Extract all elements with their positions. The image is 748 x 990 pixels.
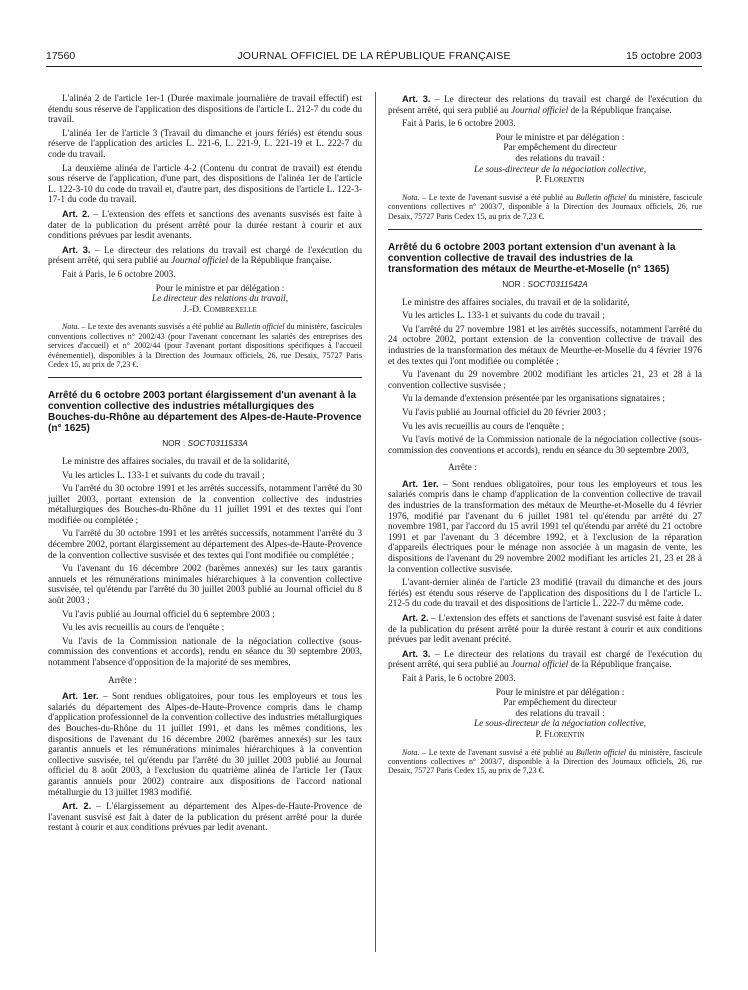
signatory-name: J.-D. Combrexelle bbox=[183, 304, 257, 315]
journal-ref: Journal officiel bbox=[511, 105, 569, 116]
nor-code: SOCT0311533A bbox=[187, 438, 248, 449]
paragraph: L'alinéa 2 de l'article 1er-1 (Durée maximale journalière de travail effectif) est étendu sous réserve de l'application des dispositions de l'article L. 212-7 du code du travail. bbox=[48, 94, 362, 126]
visa: Vu l'avis motivé de la Commission nationale de la négociation collective (sous-commission des conventions et accords), rendu en séance du 30 septembre 2003, bbox=[388, 435, 702, 456]
visa: Vu l'avenant du 29 novembre 2002 modifiant les articles 21, 23 et 28 à la convention collective susvisée ; bbox=[388, 370, 702, 391]
visa: Vu les articles L. 133-1 et suivants du code du travail ; bbox=[62, 470, 265, 481]
fait-a-paris: Fait à Paris, le 6 octobre 2003. bbox=[402, 119, 516, 130]
journal-ref: Journal officiel bbox=[511, 660, 569, 671]
nota-note bbox=[48, 322, 362, 369]
fait-a-paris: Fait à Paris, le 6 octobre 2003. bbox=[402, 673, 516, 684]
nota-label: Nota. bbox=[402, 192, 420, 202]
nor-code: SOCT0311542A bbox=[527, 278, 588, 289]
nor-reference bbox=[388, 279, 702, 290]
paragraph: L'alinéa 1er de l'article 3 (Travail du dimanche et jours fériés) est étendu sous réserve de l'application des articles L. 221-6, L. 221-9, L. 221-19 et L. 222-7 du code du travail. bbox=[48, 128, 362, 160]
journal-ref: Journal officiel bbox=[171, 256, 229, 267]
article-label: Art. 3. bbox=[402, 648, 431, 659]
article-text: de la République française. bbox=[568, 660, 672, 671]
article-text: de la République française. bbox=[228, 256, 332, 267]
visa: Vu l'avis de la Commission nationale de la négociation collective (sous-commission des conventions et accords), rendu en séance du 30 septembre 2003, notamment l'absence d'opposition de la majorité de ses membres, bbox=[48, 636, 362, 668]
bulletin-ref: Bulletin officiel bbox=[235, 322, 285, 332]
arrete-heading: Arrête : bbox=[448, 463, 477, 474]
visa: Vu l'avis publié au Journal officiel du 20 février 2003 ; bbox=[402, 407, 606, 418]
article-label: Art. 3. bbox=[402, 94, 431, 104]
article-1 bbox=[388, 479, 702, 575]
signature-line: des relations du travail : bbox=[515, 708, 605, 719]
article-text: – Le directeur des relations du travail est chargé de l'exécution du présent arrêté, qui sera publié au bbox=[388, 95, 702, 116]
signatory-name: P. Florentin bbox=[535, 729, 585, 740]
article-text: – Le directeur des relations du travail est chargé de l'exécution du présent arrêté, qui sera publié au bbox=[48, 245, 362, 267]
journal-title: JOURNAL OFFICIEL DE LA RÉPUBLIQUE FRANÇAISE bbox=[237, 50, 511, 62]
visa: Vu l'arrêté du 30 octobre 1991 et les arrêtés successifs, notamment l'arrêté du 30 juillet 2003, portant extension de la convention collective des industries métallurgiques des Bouches-du-Rhône du 11 juillet 1991 et des textes qui l'ont modifiée ou complétée ; bbox=[48, 484, 362, 526]
arrete-heading: Arrête : bbox=[108, 675, 137, 686]
article-3 bbox=[388, 94, 702, 116]
signature-line: Pour le ministre et par délégation : bbox=[495, 132, 625, 143]
header-rule bbox=[46, 66, 702, 67]
nota-text: – Le texte de l'avenant susvisé a été publié au bbox=[419, 192, 576, 202]
visa: Vu l'avis publié au Journal officiel du 6 septembre 2003 ; bbox=[62, 609, 275, 620]
article-text: – L'extension des effets et sanctions des avenants susvisés est faite à dater de la publication du présent arrêté pour la durée restant à courir et aux conditions prévues par lesdit avenants. bbox=[48, 209, 362, 242]
right-column bbox=[388, 94, 702, 779]
article-label: Art. 2. bbox=[402, 613, 429, 623]
left-column bbox=[48, 94, 362, 837]
signature-title: Le directeur des relations du travail, bbox=[151, 294, 289, 305]
visa: Vu les avis recueillis au cours de l'enquête ; bbox=[402, 421, 565, 432]
signature-title: Le sous-directeur de la négociation collective, bbox=[473, 719, 647, 730]
article-label: Art. 2. bbox=[62, 208, 90, 219]
paragraph: L'avant-dernier alinéa de l'article 23 modifié (travail du dimanche et des jours fériés) est étendu sous réserve de l'application des dispositions du I de l'article L. 212-5 du code du travail et des dispositions de l'article L. 222-7 du même code. bbox=[388, 578, 702, 610]
nota-text: – Le texte des avenants susvisés a été publié au bbox=[79, 322, 236, 332]
section-separator bbox=[48, 377, 362, 378]
article-2 bbox=[48, 801, 362, 834]
nota-note bbox=[388, 748, 702, 776]
article-text: de la République française. bbox=[568, 105, 672, 116]
signature-line: Par empêchement du directeur bbox=[503, 698, 617, 709]
signature-line: Par empêchement du directeur bbox=[503, 143, 617, 154]
visa: Vu la demande d'extension présentée par les organisations signataires ; bbox=[402, 394, 665, 405]
nota-text: du ministère, fascicule conventions collectives n° 2003/7, disponible à la Direction des Journaux officiels, 26, rue Desaix, 75727 Paris Cedex 15, au prix de 7,23 €. bbox=[388, 192, 703, 221]
column-divider bbox=[375, 92, 376, 952]
visa: Vu les articles L. 133-1 et suivants du code du travail ; bbox=[402, 311, 605, 322]
issue-date: 15 octobre 2003 bbox=[626, 50, 702, 62]
article-text: – Sont rendues obligatoires, pour tous les employeurs et tous les salariés compris dans le champ d'application de la convention collective de travail des industries de la transformation des métaux de Meurthe-et-Moselle du 4 février 1976, modifié par l'avenant du 6 juillet 1981 tel qu'étendu par arrêté du 27 novembre 1981, par l'accord du 15 avril 1991 tel qu'étendu par arrêté du 21 octobre 1991 et par l'avenant du 3 décembre 1992, et à l'exclusion de la réparation d'appareils électriques pour le ménage non associée à un magasin de vente, les dispositions de l'avenant du 29 novembre 2002 modifiant les articles 21, 23 et 28 à la convention collective susvisée. bbox=[388, 479, 702, 575]
paragraph: La deuxième alinéa de l'article 4-2 (Contenu du contrat de travail) est étendu sous réserve de l'application, d'une part, des dispositions de l'alinéa 1er de l'article L. 122-3-10 du code du travail et, d'autre part, des dispositions de l'article L. 122-3-17-1 du code du travail. bbox=[48, 163, 362, 206]
section-separator bbox=[388, 229, 702, 230]
signature-title: Le sous-directeur de la négociation collective, bbox=[473, 164, 647, 175]
visa: Vu l'avenant du 16 décembre 2002 (barèmes annexés) sur les taux garantis annuels et les rémunérations minimales hiérarchiques à la convention collective susvisée, tel qu'étendu par l'arrêté du 30 juillet 2003 publié au Journal officiel du 8 août 2003 ; bbox=[48, 564, 362, 607]
signatory-name: P. Florentin bbox=[535, 175, 585, 186]
article-1 bbox=[48, 691, 362, 798]
nor-label: NOR : bbox=[502, 278, 528, 289]
fait-a-paris: Fait à Paris, le 6 octobre 2003. bbox=[62, 269, 176, 280]
article-label: Art. 2. bbox=[62, 801, 92, 812]
visa: Le ministre des affaires sociales, du travail et de la solidarité, bbox=[402, 297, 630, 308]
article-text: – Le directeur des relations du travail est chargé de l'exécution du présent arrêté, qui sera publié au bbox=[388, 649, 702, 671]
article-text: – Sont rendues obligatoires, pour tous les employeurs et tous les salariés du département des Alpes-de-Haute-Provence compris dans le champ d'application professionnel de la convention collective des industries métallurgiques des Bouches-du-Rhône du 11 juillet 1991, et dans les mêmes conditions, les dispositions de l'avenant du 16 décembre 2002 (barèmes annexés) sur les taux garantis annuels et les rémunérations minimales hiérarchiques à la convention collective susvisée, tel qu'étendu par l'arrêté du 30 juillet 2003 publié au Journal officiel du 8 août 2003, à l'exclusion du quatrième alinéa de l'article 1er (Taux garantis annuels pour 2002) contraire aux dispositions de l'accord national métallurgie du 13 juillet 1983 modifié. bbox=[48, 692, 362, 798]
page-number: 17560 bbox=[46, 50, 76, 62]
nor-label: NOR : bbox=[162, 438, 188, 449]
signature-line: Pour le ministre et par délégation : bbox=[155, 283, 285, 294]
article-3 bbox=[48, 245, 362, 267]
article-text: – L'élargissement au département des Alpes-de-Haute-Provence de l'avenant susvisé est fait à dater de la publication du présent arrêté pour la durée restant à courir et aux conditions prévues par ledit avenant. bbox=[48, 802, 362, 834]
signature-line: Pour le ministre et par délégation : bbox=[495, 687, 625, 698]
nota-label: Nota. bbox=[402, 747, 420, 757]
bulletin-ref: Bulletin officiel bbox=[575, 747, 626, 757]
nota-text: du ministère, fascicule conventions collectives n° 2003/7, disponible à la Direction des Journaux officiels, 26, rue Desaix, 75727 Paris Cedex 15, au prix de 7,23 €. bbox=[388, 747, 703, 776]
visa: Le ministre des affaires sociales, du travail et de la solidarité, bbox=[62, 456, 290, 467]
article-2 bbox=[388, 613, 702, 646]
nota-text: du ministère, fascicules conventions collectives n° 2002/43 (pour l'avenant concernant les salariés des entreprises des services d'accueil) et n° 2002/44 (pour l'avenant portant dispositions spécifiques à l'accueil événementiel), disponibles à la Direction des Journaux officiels, 26, rue Desaix, 75727 Paris Cedex 15, au prix de 7,23 €. bbox=[48, 322, 362, 369]
article-label: Art. 1er. bbox=[402, 478, 439, 489]
nor-reference bbox=[48, 438, 362, 449]
article-3 bbox=[388, 649, 702, 671]
article-text: – L'extension des effets et sanctions de l'avenant susvisé est faite à dater de la publication du présent arrêté pour la durée restant à courir et aux conditions prévues par ledit avenant précité. bbox=[388, 614, 702, 646]
nota-label: Nota. bbox=[62, 322, 80, 332]
decree-title: Arrêté du 6 octobre 2003 portant élargissement d'un avenant à la convention collective des industries métallurgiques des Bouches-du-Rhône au département des Alpes-de-Haute-Provence (n° 1625) bbox=[48, 390, 362, 435]
decree-title: Arrêté du 6 octobre 2003 portant extension d'un avenant à la convention collective de travail des industries de la transformation des métaux de Meurthe-et-Moselle (n° 1365) bbox=[388, 241, 676, 275]
visa: Vu l'arrêté du 30 octobre 1991 et les arrêtés successifs, notamment l'arrêté du 3 décembre 2002, portant élargissement au département des Alpes-de-Haute-Provence de la convention collective susvisée et des textes qui l'ont modifiée ou complétée ; bbox=[48, 529, 362, 561]
article-2 bbox=[48, 209, 362, 242]
page-header bbox=[46, 50, 702, 66]
article-label: Art. 1er. bbox=[62, 691, 99, 702]
visa: Vu l'arrêté du 27 novembre 1981 et les arrêtés successifs, notamment l'arrêté du 24 octobre 2002, portant extension de la convention collective de travail des industries de la transformation des métaux de Meurthe-et-Moselle du 4 février 1976 et des textes qui l'ont modifiée ou complétée ; bbox=[388, 324, 702, 367]
article-label: Art. 3. bbox=[62, 244, 91, 255]
nota-text: – Le texte de l'avenant susvisé a été publié au bbox=[419, 747, 576, 757]
visa: Vu les avis recueillis au cours de l'enquête ; bbox=[62, 623, 225, 634]
bulletin-ref: Bulletin officiel bbox=[575, 192, 626, 202]
signature-line: des relations du travail : bbox=[515, 153, 605, 164]
nota-note bbox=[388, 193, 702, 221]
